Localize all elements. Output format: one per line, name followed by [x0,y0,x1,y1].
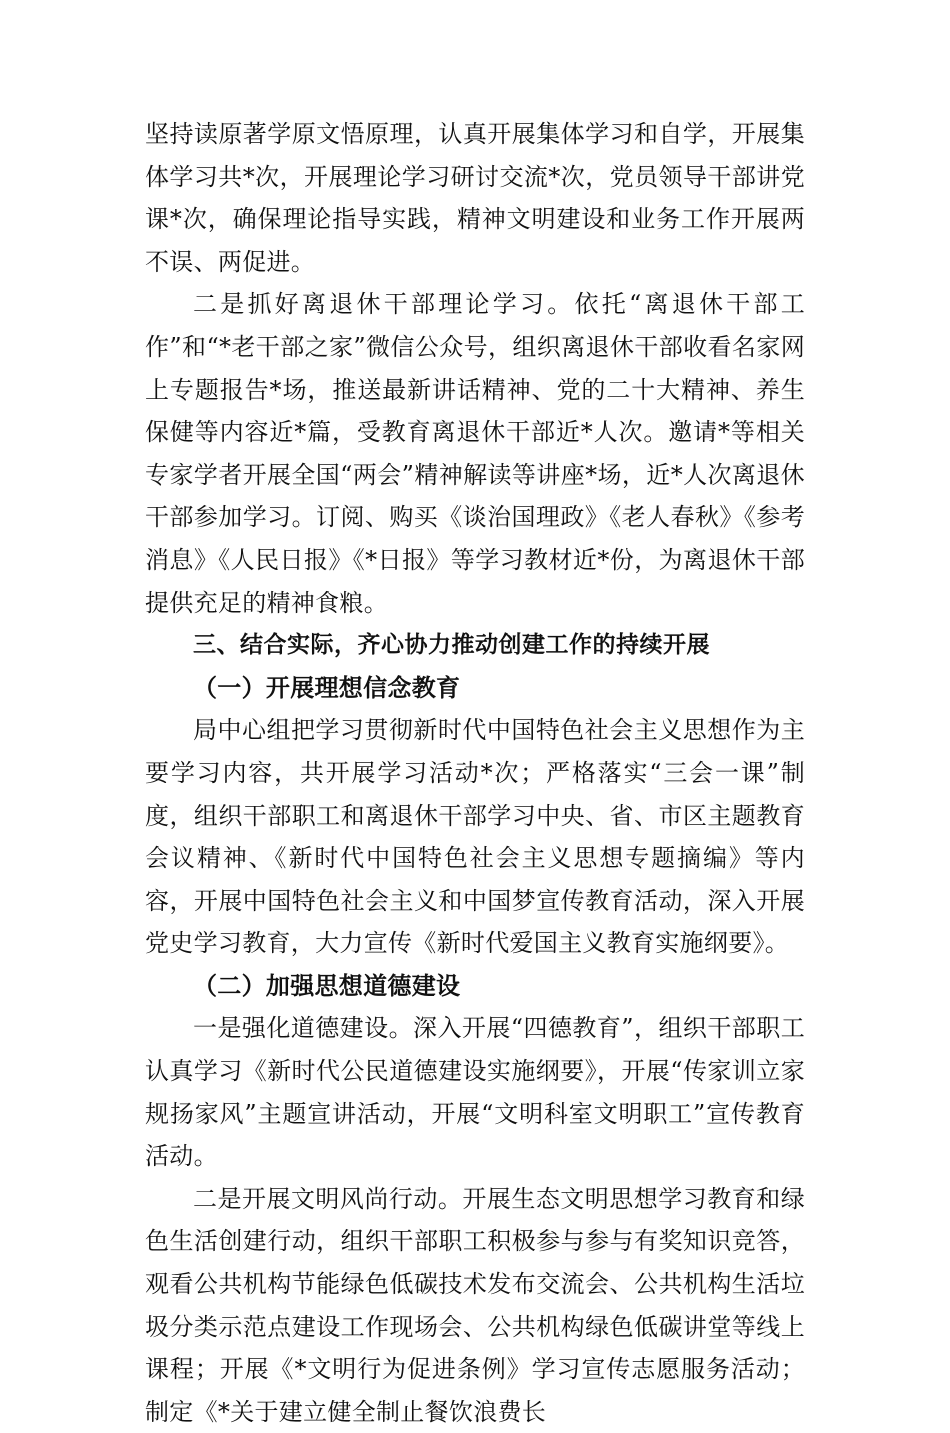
paragraph-retired-cadre-study: 二是抓好离退休干部理论学习。依托“离退休干部工作”和“*老干部之家”微信公众号，组织离退休干部收看名家网上专题报告*场，推送最新讲话精神、党的二十大精神、养生保健等内容近*篇，受教育离退休干部近*人次。邀请*等相关专家学者开展全国“两会”精神解读等讲座*场，近*人次离退休干部参加学习。订阅、购买《谈治国理政》《老人春秋》《参考消息》《人民日报》《*日报》等学习教材近*份，为离退休干部提供充足的精神食粮。 [145,290,805,617]
paragraph-moral-construction: 一是强化道德建设。深入开展“四德教育”，组织干部职工认真学习《新时代公民道德建设实施纲要》，开展“传家训立家规扬家风”主题宣讲活动，开展“文明科室文明职工”宣传教育活动。 [145,1014,805,1171]
paragraph-ideals-education: 局中心组把学习贯彻新时代中国特色社会主义思想作为主要学习内容，共开展学习活动*次；严格落实“三会一课”制度，组织干部职工和离退休干部学习中央、省、市区主题教育会议精神、《新时代中国特色社会主义思想专题摘编》等内容，开展中国特色社会主义和中国梦宣传教育活动，深入开展党史学习教育，大力宣传《新时代爱国主义教育实施纲要》。 [145,716,805,958]
paragraph-civilized-conduct: 二是开展文明风尚行动。开展生态文明思想学习教育和绿色生活创建行动，组织干部职工积极参与参与有奖知识竞答，观看公共机构节能绿色低碳技术发布交流会、公共机构生活垃圾分类示范点建设工作现场会、公共机构绿色低碳讲堂等线上课程；开展《*文明行为促进条例》学习宣传志愿服务活动；制定《*关于建立健全制止餐饮浪费长 [145,1184,805,1426]
subsection-heading-1: （一）开展理想信念教育 [193,672,461,702]
subsection-heading-2: （二）加强思想道德建设 [193,970,461,1000]
paragraph-continued: 坚持读原著学原文悟原理，认真开展集体学习和自学，开展集体学习共*次，开展理论学习研讨交流*次，党员领导干部讲党课*次，确保理论指导实践，精神文明建设和业务工作开展两不误、两促进。 [145,120,805,276]
section-heading-3: 三、结合实际，齐心协力推动创建工作的持续开展 [193,632,710,659]
document-body [145,113,805,1433]
